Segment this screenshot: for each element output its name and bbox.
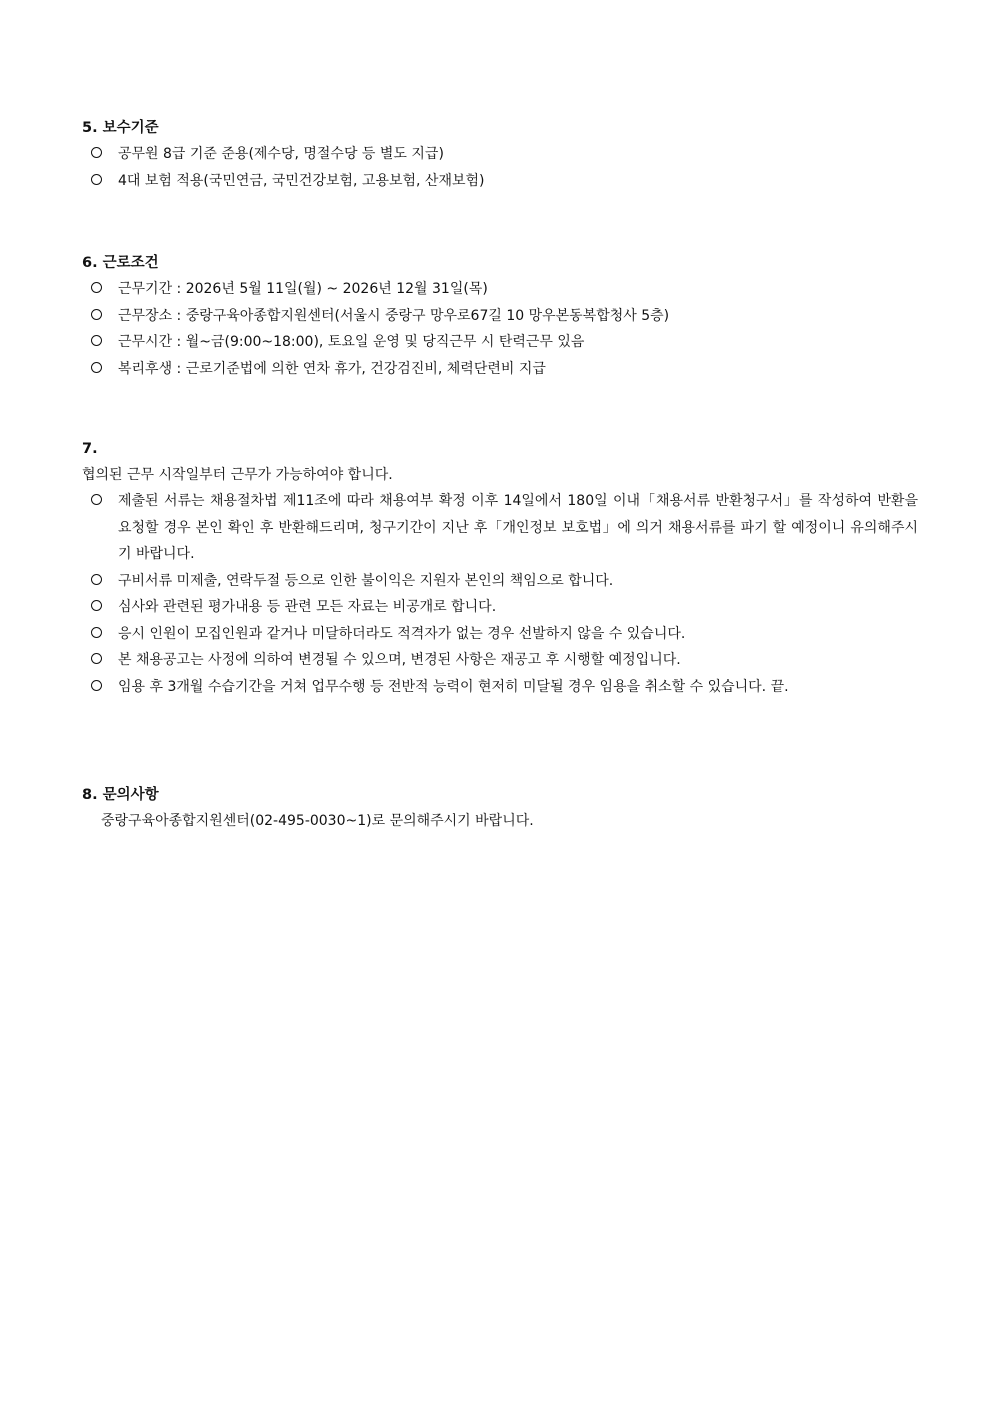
list-item-text: 복리후생 : 근로기준법에 의한 연차 휴가, 건강검진비, 체력단련비 지급 — [118, 360, 546, 377]
section-heading: 6. 근로조건 — [82, 255, 159, 271]
hollow-circle-icon — [91, 147, 102, 158]
section-working-conditions — [82, 250, 932, 382]
hollow-circle-icon — [91, 335, 102, 346]
hollow-circle-icon — [91, 494, 102, 505]
list-item — [82, 356, 932, 383]
hollow-circle-icon — [91, 309, 102, 320]
list-item — [82, 488, 918, 568]
hollow-circle-icon — [91, 680, 102, 691]
list-item-text: 임용 후 3개월 수습기간을 거쳐 업무수행 등 전반적 능력이 현저히 미달될 경우 임용을 취소할 수 있습니다. 끝. — [118, 678, 789, 695]
list-item — [82, 674, 878, 701]
list-item-text: 제출된 서류는 채용절차법 제11조에 따라 채용여부 확정 이후 14일에서 180일 이내「채용서류 반환청구서」를 작성하여 반환을 요청할 경우 본인 확인 후 반환해드리며, 청구기간이 지난 후「개인정보 보호법」에 의거 채용서류를 파기 할 예정이니 유의해주시기 바랍니다. — [118, 493, 918, 562]
list-item — [82, 303, 932, 330]
list-item-text: 응시 인원이 모집인원과 같거나 미달하더라도 적격자가 없는 경우 선발하지 않을 수 있습니다. — [118, 625, 686, 642]
list-item-text: 근무장소 : 중랑구육아종합지원센터(서울시 중랑구 망우로67길 10 망우본동복합청사 5층) — [118, 307, 670, 324]
list-item — [82, 594, 932, 621]
list-item-text: 공무원 8급 기준 준용(제수당, 명절수당 등 별도 지급) — [118, 146, 444, 162]
section-other-notes — [82, 436, 932, 700]
list-item-text: 본 채용공고는 사정에 의하여 변경될 수 있으며, 변경된 사항은 재공고 후 시행할 예정입니다. — [118, 652, 681, 668]
list-item-text: 4대 보험 적용(국민연금, 국민건강보험, 고용보험, 산재보험) — [118, 172, 485, 189]
list-item — [82, 329, 932, 356]
list-item — [82, 168, 932, 195]
list-item — [82, 568, 932, 595]
list-item-text: 심사와 관련된 평가내용 등 관련 모든 자료는 비공개로 합니다. — [118, 599, 497, 615]
list-item-text: 근무시간 : 월~금(9:00~18:00), 토요일 운영 및 당직근무 시 탄력근무 있음 — [118, 334, 585, 350]
section-inquiries — [82, 782, 932, 834]
section-intro: 협의된 근무 시작일부터 근무가 가능하여야 합니다. — [82, 467, 393, 483]
hollow-circle-icon — [91, 282, 102, 293]
section-heading: 7. — [82, 441, 98, 457]
list-item — [82, 621, 932, 648]
hollow-circle-icon — [91, 574, 102, 585]
list-item-text: 근무기간 : 2026년 5월 11일(월) ~ 2026년 12월 31일(목) — [118, 281, 488, 297]
section-heading: 8. 문의사항 — [82, 787, 159, 803]
section-pay-standard — [82, 115, 932, 194]
section-heading: 5. 보수기준 — [82, 120, 159, 136]
list-item — [82, 141, 932, 168]
contact-info: 중랑구육아종합지원센터(02-495-0030~1)로 문의해주시기 바랍니다. — [101, 813, 534, 829]
hollow-circle-icon — [91, 174, 102, 185]
hollow-circle-icon — [91, 362, 102, 373]
hollow-circle-icon — [91, 627, 102, 638]
hollow-circle-icon — [91, 600, 102, 611]
list-item — [82, 647, 932, 674]
list-item — [82, 276, 932, 303]
hollow-circle-icon — [91, 653, 102, 664]
list-item-text: 구비서류 미제출, 연락두절 등으로 인한 불이익은 지원자 본인의 책임으로 합니다. — [118, 572, 614, 589]
